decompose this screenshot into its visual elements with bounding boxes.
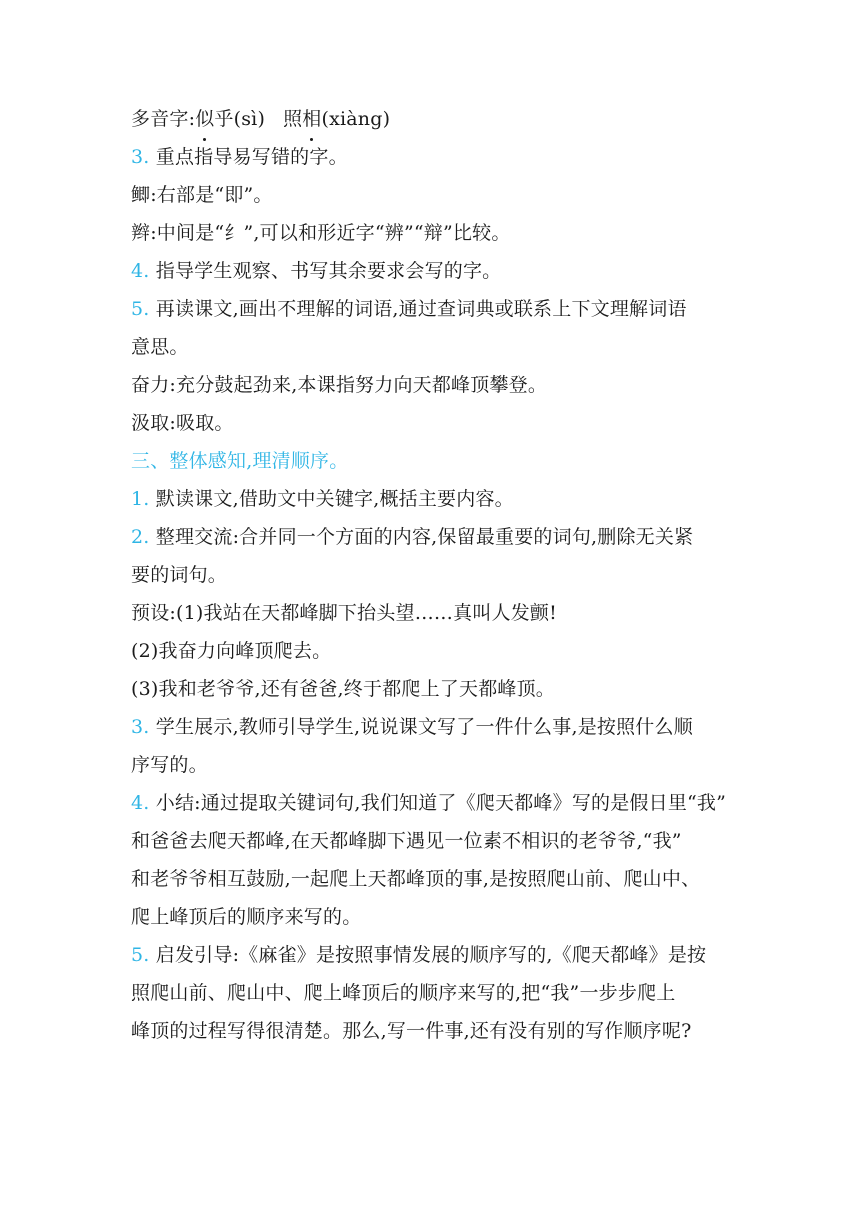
text-line: 照爬山前、爬山中、爬上峰顶后的顺序来写的,把“我”一步步爬上: [131, 982, 676, 1004]
step-text: 整理交流:合并同一个方面的内容,保留最重要的词句,删除无关紧: [155, 526, 694, 548]
text-line: 和爸爸去爬天都峰,在天都峰脚下遇见一位素不相识的老爷爷,“我”: [131, 830, 682, 852]
step-5b-line: [131, 936, 751, 974]
step-number: 1.: [131, 488, 150, 510]
text-line: 序写的。: [131, 754, 208, 776]
document-body: [131, 100, 751, 1050]
text-line: 和老爷爷相互鼓励,一起爬上天都峰顶的事,是按照爬山前、爬山中、: [131, 868, 701, 890]
polyphone-word-si: 乎(sì): [214, 108, 266, 130]
step-5-line: [131, 290, 751, 328]
step-4-line: [131, 252, 751, 290]
polyphone-char-xiang: 相: [302, 100, 321, 138]
step-number: 5.: [131, 944, 150, 966]
polyphone-char-si: 似: [195, 100, 214, 138]
step-number: 3.: [131, 146, 150, 168]
step-3-line: [131, 138, 751, 176]
step-number: 4.: [131, 260, 150, 282]
step-text: 默读课文,借助文中关键字,概括主要内容。: [155, 488, 514, 510]
step-text: 小结:通过提取关键词句,我们知道了《爬天都峰》写的是假日里“我”: [155, 792, 727, 814]
step-text: 指导学生观察、书写其余要求会写的字。: [155, 260, 502, 282]
step-number: 3.: [131, 716, 150, 738]
step-text: 启发引导:《麻雀》是按照事情发展的顺序写的,《爬天都峰》是按: [155, 944, 707, 966]
text-line: 意思。: [131, 336, 189, 358]
step-number: 2.: [131, 526, 150, 548]
step-text: 再读课文,画出不理解的词语,通过查词典或联系上下文理解词语: [155, 298, 687, 320]
text-line: 峰顶的过程写得很清楚。那么,写一件事,还有没有别的写作顺序呢?: [131, 1020, 692, 1042]
step-1-line: [131, 480, 751, 518]
text-line: 要的词句。: [131, 564, 228, 586]
polyphone-pinyin-xiang: (xiàng): [321, 108, 391, 130]
polyphone-label: 多音字:: [131, 108, 196, 130]
char-note-bian: 辫:中间是“纟”,可以和形近字“辨”“辩”比较。: [131, 222, 511, 244]
section-heading: 三、整体感知,理清顺序。: [131, 450, 349, 472]
step-text: 学生展示,教师引导学生,说说课文写了一件什么事,是按照什么顺: [155, 716, 693, 738]
text-line: 爬上峰顶后的顺序来写的。: [131, 906, 362, 928]
step-number: 5.: [131, 298, 150, 320]
preset-1-line: 预设:(1)我站在天都峰脚下抬头望……真叫人发颤!: [131, 602, 557, 624]
step-3b-line: [131, 708, 751, 746]
polyphone-line: [131, 100, 751, 138]
word-note-jiqu: 汲取:吸取。: [131, 412, 234, 434]
preset-3-line: (3)我和老爷爷,还有爸爸,终于都爬上了天都峰顶。: [131, 678, 555, 700]
char-note-ji: 鲫:右部是“即”。: [131, 184, 273, 206]
step-4b-line: [131, 784, 751, 822]
polyphone-word-zhao: 照: [283, 108, 303, 130]
preset-2-line: (2)我奋力向峰顶爬去。: [131, 640, 332, 662]
step-2-line: [131, 518, 751, 556]
step-text: 重点指导易写错的字。: [155, 146, 348, 168]
step-number: 4.: [131, 792, 150, 814]
word-note-fenli: 奋力:充分鼓起劲来,本课指努力向天都峰顶攀登。: [131, 374, 548, 396]
